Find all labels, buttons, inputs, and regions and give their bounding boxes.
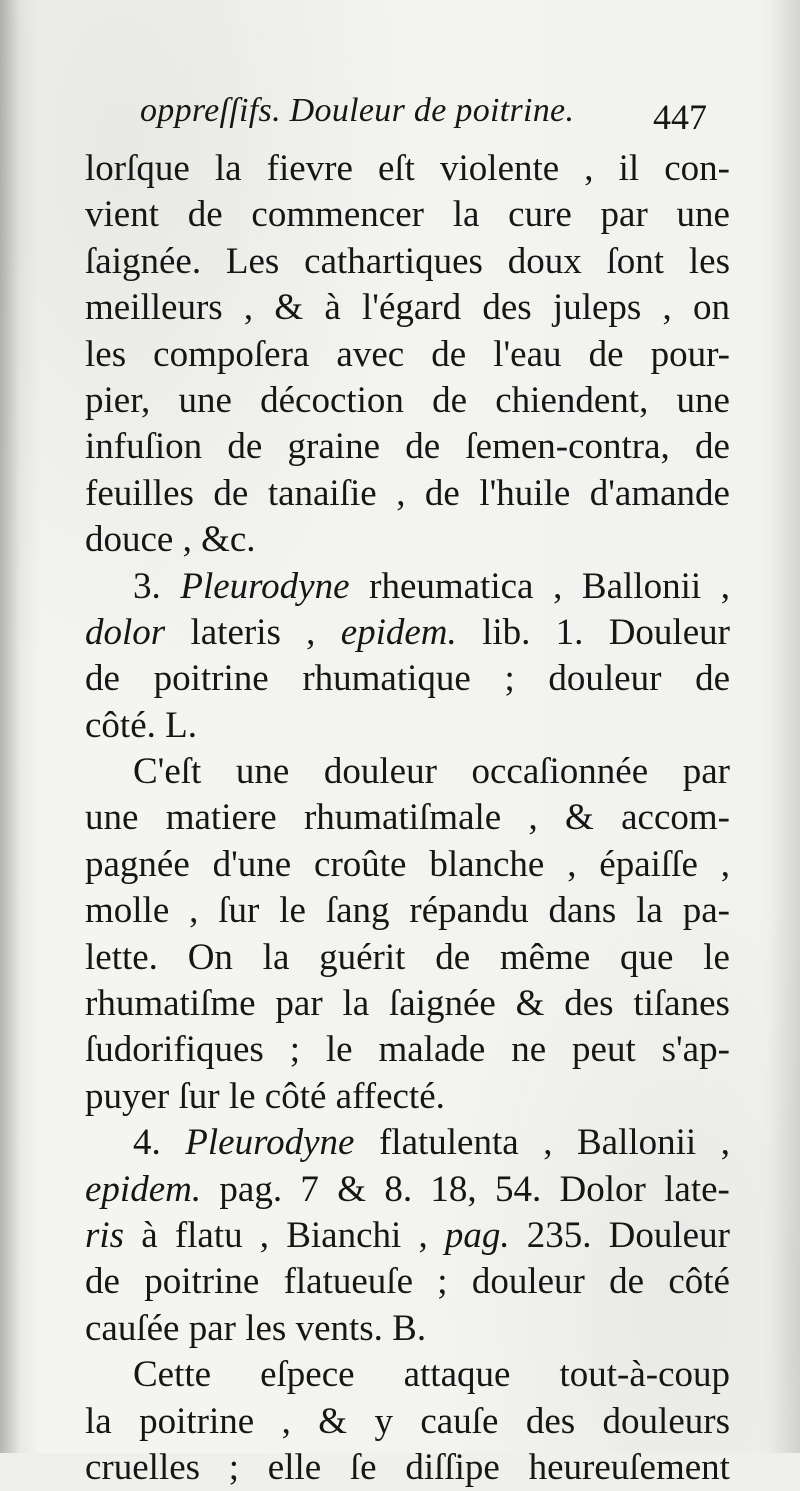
text-line-18: lette. On la guérit de même que le <box>85 936 730 978</box>
text-line-4: meilleurs , & à l'égard des juleps , on <box>85 287 730 329</box>
text-line-7: infuſion de graine de ſemen-contra, de <box>85 426 730 468</box>
text-line-23: epidem. pag. 7 & 8. 18, 54. Dolor late- <box>85 1168 730 1210</box>
text-line-22: 4. Pleurodyne flatulenta , Ballonii , <box>133 1122 730 1164</box>
text-line-11: dolor lateris , epidem. lib. 1. Douleur <box>85 611 730 653</box>
text-line-13: côté. L. <box>85 704 197 746</box>
running-title: oppreſſifs. Douleur de poitrine. <box>140 92 575 129</box>
text-line-25: de poitrine flatueuſe ; douleur de côté <box>85 1261 730 1303</box>
text-line-14: C'eſt une douleur occaſionnée par <box>133 751 730 793</box>
text-line-26: cauſée par les vents. B. <box>85 1307 427 1349</box>
text-line-12: de poitrine rhumatique ; douleur de <box>85 658 730 700</box>
text-line-29: cruelles ; elle ſe diſſipe heureuſement <box>85 1446 730 1488</box>
page-edge-shadow <box>770 0 800 1453</box>
text-line-17: molle , ſur le ſang répandu dans la pa- <box>85 890 730 932</box>
text-line-24: ris à flatu , Bianchi , pag. 235. Douleur <box>85 1214 730 1256</box>
text-line-15: une matiere rhumatiſmale , & accom- <box>85 797 730 839</box>
text-line-1: lorſque la fievre eſt violente , il con- <box>85 148 730 189</box>
text-line-16: pagnée d'une croûte blanche , épaiſſe , <box>85 843 730 885</box>
text-line-2: vient de commencer la cure par une <box>85 194 730 236</box>
text-line-5: les compoſera avec de l'eau de pour- <box>85 333 730 375</box>
text-line-19: rhumatiſme par la ſaignée & des tiſanes <box>85 983 730 1025</box>
body-text <box>85 146 730 1491</box>
gutter-shadow <box>0 0 20 1453</box>
text-line-6: pier, une décoction de chiendent, une <box>85 379 730 421</box>
page-number: 447 <box>653 97 707 137</box>
running-header <box>140 92 730 142</box>
text-line-21: puyer ſur le côté affecté. <box>85 1075 445 1117</box>
text-line-28: la poitrine , & y cauſe des douleurs <box>85 1400 730 1442</box>
text-line-9: douce , &c. <box>85 519 256 561</box>
text-line-10: 3. Pleurodyne rheumatica , Ballonii , <box>133 565 730 607</box>
text-line-8: feuilles de tanaiſie , de l'huile d'amande <box>85 472 730 514</box>
text-line-27: Cette eſpece attaque tout-à-coup <box>133 1354 730 1396</box>
text-line-20: ſudorifiques ; le malade ne peut s'ap- <box>85 1029 730 1071</box>
text-line-3: ſaignée. Les cathartiques doux ſont les <box>85 240 730 282</box>
